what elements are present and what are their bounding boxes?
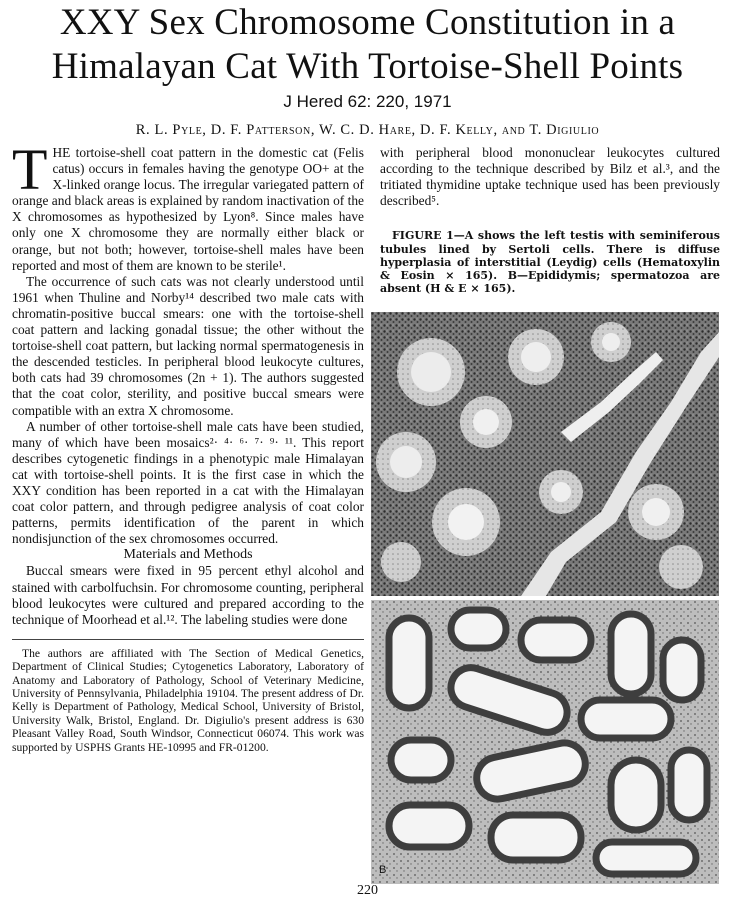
methods-heading: Materials and Methods [123,547,253,563]
article-title-line-2: Himalayan Cat With Tortoise-Shell Points [51,46,684,87]
page-number: 220 [357,883,378,898]
figure-micrographs [371,312,719,884]
figure-caption: FIGURE 1—A shows the left testis with seminiferous tubules lined by Sertoli cells. There is diffuse hyperplasia of interstitial (Leydig) cells (Hematoxylin & Eosin × 165). B—Epididymis; spermatozoa are absent (H & E × 165). [380,229,720,296]
epididymis-micrograph-image [371,600,719,884]
paragraph-methods-continued: with peripheral blood mononuclear leukocytes cultured according to the technique described by Bilz et al.³, and the tritiated thymidine uptake technique used has been previously described⁵. [380,145,720,209]
right-column [380,145,720,295]
author-list: R. L. Pyle, D. F. Patterson, W. C. D. Hare, D. F. Kelly, and T. Digiulio [135,122,600,138]
panel-b-label: B [379,864,387,876]
testis-micrograph-image [371,312,719,596]
affiliation-footnote: The authors are affiliated with The Section of Medical Genetics, Department of Clinical Studies; Cytogenetics Laboratory, Laboratory of Anatomy and Laboratory of Pathology, School of Veterinary Medicine, University of Pennsylvania, Philadelphia 19104. The present address of Dr. Kelly is Department of Pathology, Medical School, University of Bristol, University Walk, Bristol, England. Dr. Digiulio's present address is 630 Pleasant Valley Road, South Windsor, Connecticut 06074. This work was supported by USPHS Grants HE-10995 and FR-01200. [12,646,364,754]
intro-paragraph-text: HE tortoise-shell coat pattern in the domestic cat (Felis catus) occurs in females having the genotype OO+ at the X-linked orange locus. The irregular variegated pattern of orange and black areas is explained by random inactivation of the X chromosomes as hypothesized by Lyon⁸. Since males have only one X chromosome they are normally either black or orange, but not both; however, tortoise-shell males have been reported and most of them are known to be sterile¹. [12,145,364,273]
paragraph-report: A number of other tortoise-shell male cats have been studied, many of which have been mosaics²· ⁴· ⁶· ⁷· ⁹· ¹¹. This report describes cytogenetic findings in a phenotypic male Himalayan cat with tortoise-shell points. It is the first case in which the XXY condition has been reported in a cat with the Himalayan coat color pattern, and through pedigree analysis of coat color patterns, permits identification of the parent in which nondisjunction of the sex chromosomes occurred. [12,418,364,547]
footnote-divider [12,639,364,640]
micrograph-testis-panel [371,312,719,596]
intro-paragraph [12,137,364,274]
drop-cap: T [12,137,48,202]
paragraph-occurrence: The occurrence of such cats was not clearly understood until 1961 when Thuline and Norby¹⁴ described two male cats with chromatin-positive buccal smears: one with the tortoise-shell coat pattern and lacking gonadal tissue; the other without the tortoise-shell coat pattern, but lacking normal spermatogenesis in the descended testicles. In peripheral blood leukocyte cultures, both cats had 39 chromosomes (2n + 1). The authors suggested that the coat color, sterility, and positive buccal smears were compatible with an extra X chromosome. [12,273,364,418]
journal-citation: J Hered 62: 220, 1971 [283,92,452,111]
article-title-line-1: XXY Sex Chromosome Constitution in a [59,2,676,43]
left-column [12,137,364,754]
paragraph-methods: Buccal smears were fixed in 95 percent ethyl alcohol and stained with carbolfuchsin. For chromosome counting, peripheral blood leukocytes were cultured and prepared according to the technique of Moorhead et al.¹². The labeling studies were done [12,563,364,627]
micrograph-epididymis-panel [371,600,719,884]
